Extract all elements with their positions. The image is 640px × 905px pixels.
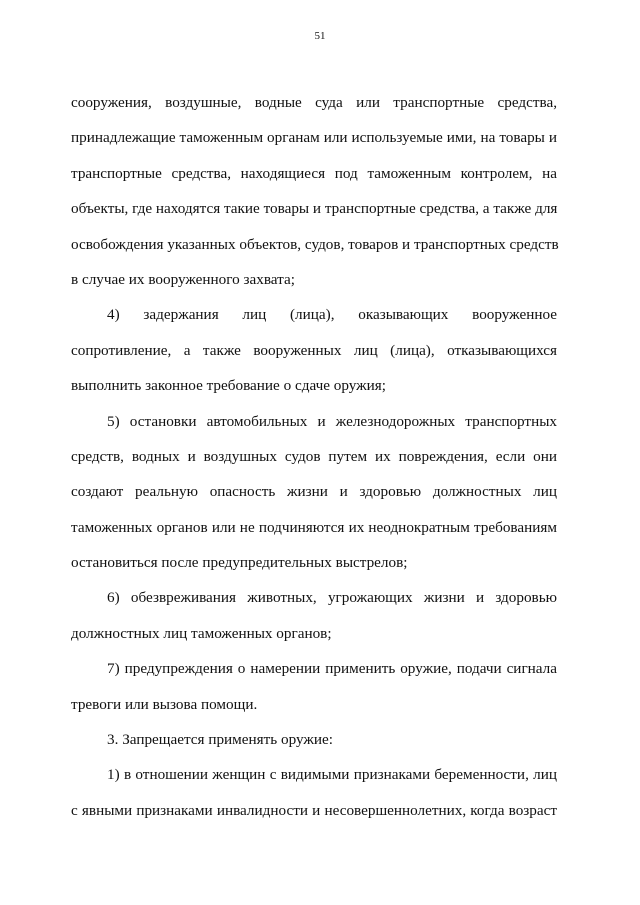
text-line: выполнить законное требование о сдаче оружия; — [71, 377, 386, 395]
text-line: сооружения, воздушные, водные суда или транспортные средства, — [71, 94, 557, 111]
text-line: 6) обезвреживания животных, угрожающих жизни и здоровью — [107, 589, 557, 607]
text-line: тревоги или вызова помощи. — [71, 695, 258, 713]
text-line: 4) задержания лиц (лица), оказывающих вооруженное — [107, 306, 557, 324]
text-line: 7) предупреждения о намерении применить оружие, подачи сигнала — [107, 660, 557, 678]
text-line: 1) в отношении женщин с видимыми признаками беременности, лиц — [107, 766, 557, 784]
text-line: сопротивление, а также вооруженных лиц (лица), отказывающихся — [71, 341, 557, 359]
text-line: средств, водных и воздушных судов путем их повреждения, если они — [71, 447, 557, 465]
page-number: 51 — [314, 30, 326, 42]
text-line: должностных лиц таможенных органов; — [71, 624, 332, 642]
text-line: объекты, где находятся такие товары и транспортные средства, а также для — [71, 200, 558, 218]
text-line: транспортные средства, находящиеся под таможенным контролем, на — [71, 164, 557, 182]
text-line: с явными признаками инвалидности и несовершеннолетних, когда возраст — [71, 801, 557, 819]
text-line: 5) остановки автомобильных и железнодорожных транспортных — [107, 412, 557, 430]
text-line: освобождения указанных объектов, судов, товаров и транспортных средств — [71, 235, 559, 253]
document-body — [71, 85, 557, 828]
text-line: в случае их вооруженного захвата; — [71, 270, 295, 288]
text-line: принадлежащие таможенным органам или используемые ими, на товары и — [71, 129, 557, 147]
text-line: 3. Запрещается применять оружие: — [107, 731, 333, 749]
text-line: остановиться после предупредительных выстрелов; — [71, 554, 408, 572]
text-line: таможенных органов или не подчиняются их неоднократным требованиям — [71, 518, 557, 536]
text-line: создают реальную опасность жизни и здоровью должностных лиц — [71, 483, 557, 501]
